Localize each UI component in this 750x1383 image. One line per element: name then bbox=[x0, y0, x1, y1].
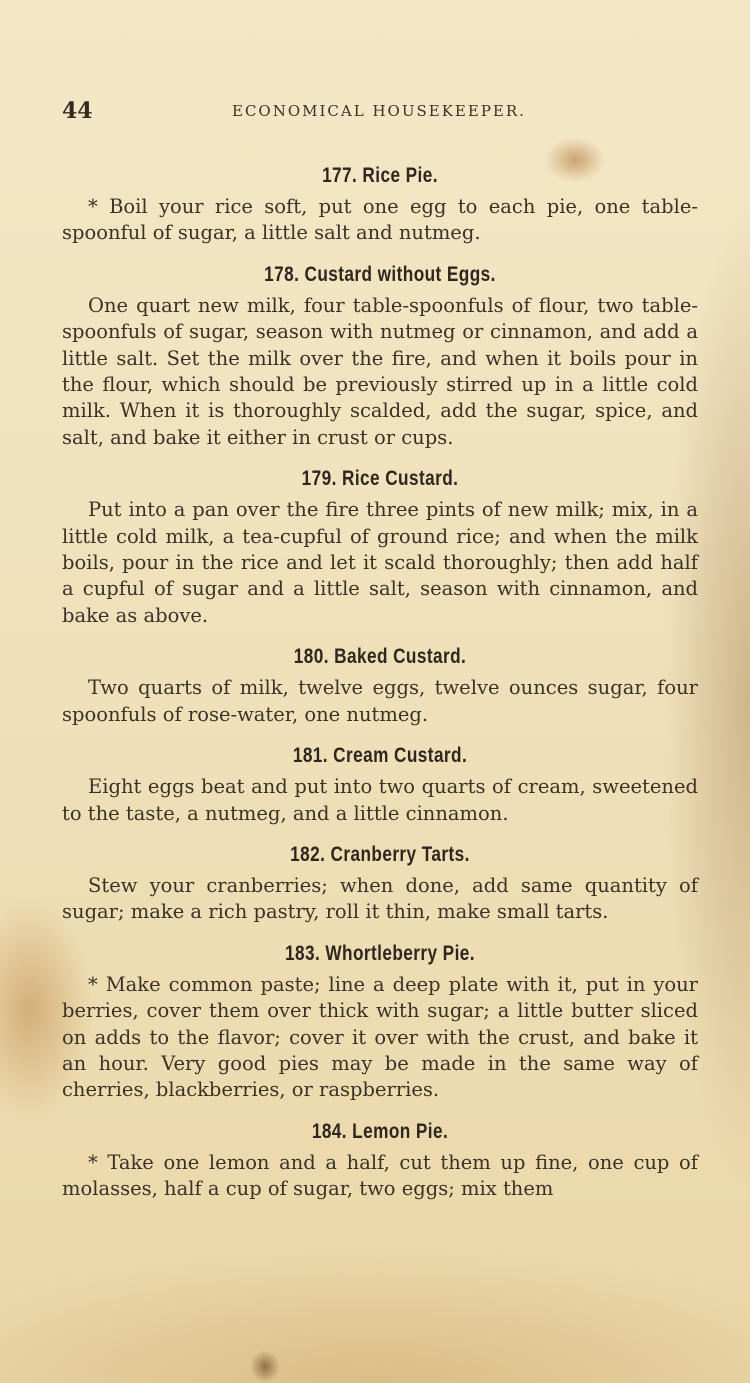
recipe-text: Two quarts of milk, twelve eggs, twelve ounces sugar, four spoonfuls of rose-water, one nutmeg. bbox=[62, 676, 698, 726]
recipe-text: Put into a pan over the fire three pints of new milk; mix, in a little cold milk, a tea-cupful of ground rice; and when the milk boils, pour in the rice and let it scald thoroughly; then add half a cupful of sugar and a little salt, season with cinnamon, and bake as above. bbox=[62, 498, 698, 627]
page-number: 44 bbox=[62, 98, 93, 124]
recipe-text: One quart new milk, four table-spoonfuls of flour, two table-spoonfuls of sugar, season with nutmeg or cinnamon, and add a little salt. Set the milk over the fire, and when it boils pour in the flour, which should be previously stirred up in a little cold milk. When it is thoroughly scalded, add the sugar, spice, and salt, and bake it either in crust or cups. bbox=[62, 293, 698, 449]
book-page bbox=[62, 98, 698, 1213]
recipe-178 bbox=[62, 257, 698, 451]
recipe-title: 178. Custard without Eggs. bbox=[264, 262, 496, 286]
recipe-title: 181. Cream Custard. bbox=[292, 744, 468, 768]
recipe-text: * Make common paste; line a deep plate with it, put in your berries, cover them over thick with sugar; a little butter sliced on adds to the flavor; cover it over with the crust, and bake it an hour. Very good pies may be made in the same way of cherries, blackberries, or raspberries. bbox=[62, 972, 698, 1102]
recipe-183 bbox=[62, 936, 698, 1104]
recipe-text: Eight eggs beat and put into two quarts of cream, sweetened to the taste, a nutmeg, and a little cinnamon. bbox=[62, 775, 698, 825]
recipe-180 bbox=[62, 639, 698, 728]
recipe-177 bbox=[62, 158, 698, 247]
recipe-182 bbox=[62, 837, 698, 926]
recipe-title: 180. Baked Custard. bbox=[293, 645, 467, 669]
recipe-title: 183. Whortleberry Pie. bbox=[285, 941, 475, 965]
recipe-179 bbox=[62, 461, 698, 629]
running-head bbox=[62, 98, 698, 128]
recipe-title: 177. Rice Pie. bbox=[322, 164, 438, 187]
recipe-text: Stew your cranberries; when done, add same quantity of sugar; make a rich pastry, roll it thin, make small tarts. bbox=[62, 873, 698, 924]
recipe-title: 184. Lemon Pie. bbox=[311, 1119, 449, 1143]
recipe-181 bbox=[62, 738, 698, 827]
ink-smudge bbox=[250, 1350, 280, 1383]
recipe-title: 182. Cranberry Tarts. bbox=[290, 842, 470, 866]
recipe-184 bbox=[62, 1114, 698, 1203]
recipe-title: 179. Rice Custard. bbox=[301, 467, 459, 491]
recipe-text: * Take one lemon and a half, cut them up fine, one cup of molasses, half a cup of sugar, two eggs; mix them bbox=[62, 1150, 698, 1201]
running-title: ECONOMICAL HOUSEKEEPER. bbox=[232, 102, 526, 120]
recipe-text: * Boil your rice soft, put one egg to each pie, one table-spoonful of sugar, a little salt and nutmeg. bbox=[62, 195, 698, 245]
